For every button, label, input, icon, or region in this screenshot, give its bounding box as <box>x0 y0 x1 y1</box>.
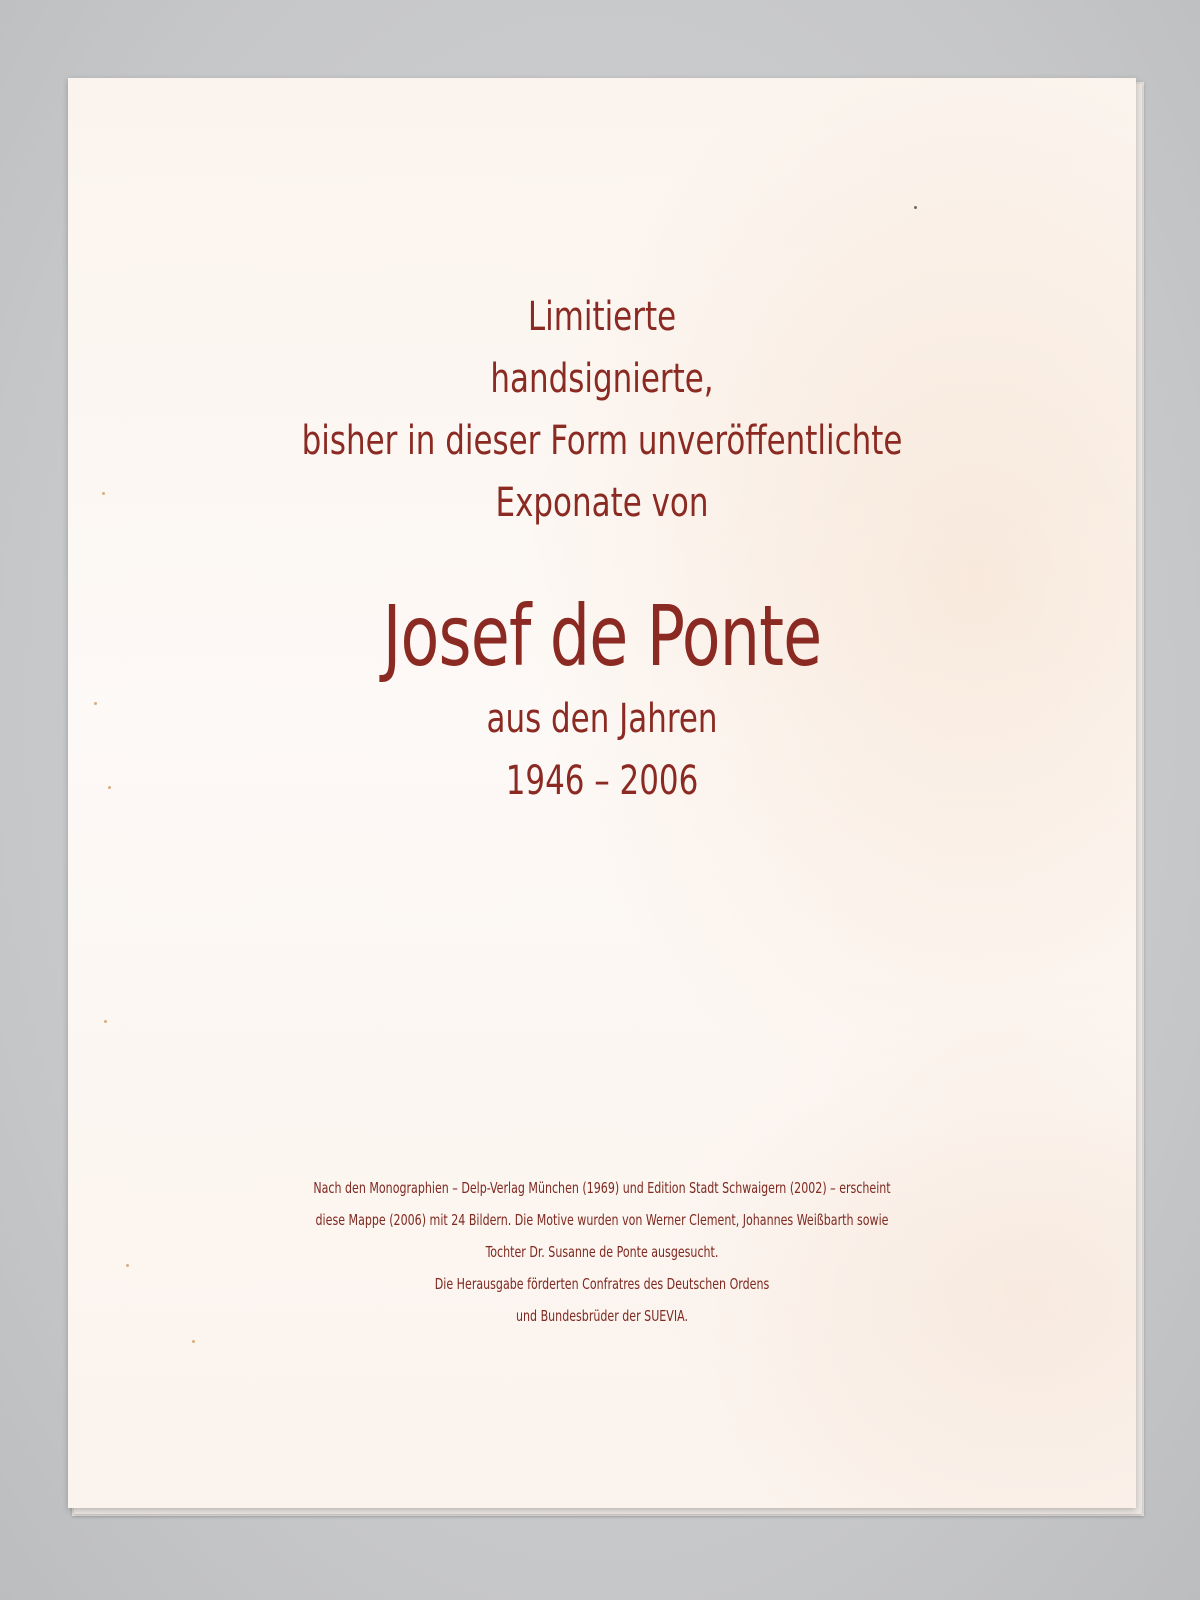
intro-text <box>143 286 1061 534</box>
paper-speck <box>104 1020 107 1023</box>
paper-speck <box>192 1340 195 1343</box>
footnote-line: diese Mappe (2006) mit 24 Bildern. Die Motive wurden von Werner Clement, Johannes Weißbarth sowie <box>315 1211 889 1229</box>
period-line: 1946 – 2006 <box>505 758 699 804</box>
footnote-text <box>164 1172 1040 1332</box>
intro-line: Exponate von <box>495 480 709 526</box>
artist-name: Josef de Ponte <box>382 587 822 685</box>
period-text <box>143 688 1061 812</box>
intro-line: handsignierte, <box>490 356 714 402</box>
paper-speck <box>126 1264 129 1267</box>
period-line: aus den Jahren <box>486 696 718 742</box>
document-page <box>68 78 1136 1508</box>
intro-line: Limitierte <box>527 294 677 340</box>
footnote-line: Tochter Dr. Susanne de Ponte ausgesucht. <box>485 1243 719 1261</box>
footnote-line: Nach den Monographien – Delp-Verlag München (1969) und Edition Stadt Schwaigern (2002) – erscheint <box>313 1179 891 1197</box>
footnote-line: und Bundesbrüder der SUEVIA. <box>516 1307 688 1325</box>
paper-speck <box>102 492 105 495</box>
footnote-line: Die Herausgabe förderten Confratres des Deutschen Ordens <box>434 1275 770 1293</box>
paper-speck <box>108 786 111 789</box>
paper-speck <box>94 702 97 705</box>
paper-speck <box>914 206 917 209</box>
intro-line: bisher in dieser Form unveröffentlichte <box>301 418 903 464</box>
